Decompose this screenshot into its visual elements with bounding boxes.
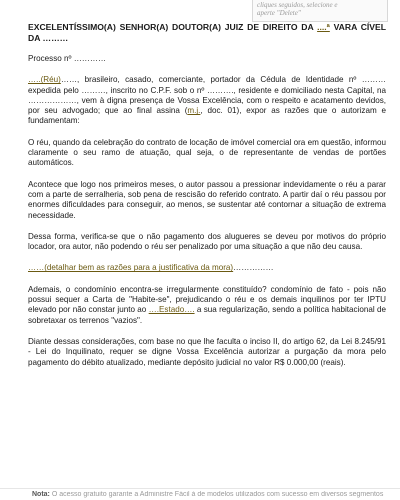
title-vara-placeholder[interactable]: ....ª [317,22,330,32]
processo-number: Processo nº ………… [28,54,107,63]
reu-placeholder[interactable]: …..(Réu) [28,75,61,85]
detail-dots: …………… [233,263,274,273]
paragraph-qualification [28,75,386,126]
title-suffix: VARA CÍVEL DA ……… [28,22,387,43]
document-body [28,22,386,379]
detail-placeholder[interactable]: ……(detalhar bem as razões para a justificativa da mora) [28,263,234,273]
help-note [252,0,388,22]
mj-placeholder[interactable]: m.j. [187,106,201,116]
help-note-line1: cliques seguidos, selecione e [257,1,338,9]
footer-note [32,491,400,498]
footer-label: Nota: [32,491,50,498]
p6-end: a sua regularização, sendo a política habitacional de sobretaxar os terrenos "vazios". [28,305,386,325]
title-prefix: EXCELENTÍSSIMO(A) SENHOR(A) DOUTOR(A) JUIZ DE DIREITO DA [28,22,318,32]
footer-text: O acesso gratuito garante a Administre Fácil à de modelos utilizados com sucesso em diversos segmentos [49,491,384,498]
paragraph-pressure: Acontece que logo nos primeiros meses, o autor passou a pressionar indevidamente o réu a parar com a parte de serralheria, sob pena de rescisão do referido contrato. A partir daí o réu passou por enormes dificuldades para conseguir, ao menos, se sustentar até contornar a situação de extrema necessidade. [28,179,386,220]
document-title [28,22,386,44]
p1-mid: ……, brasileiro, casado, comerciante, portador da Cédula de Identidade nº ……… expedida pelo ………, inscrito no C.P.F. sob o nº ………., residente e domiciliado nesta Capital, na ………………, vem à digna presença de Vossa Excelência, com o respeito e acatamento devidos, por seu advogado; que ao final assina ( [28,75,386,116]
paragraph-condominium [28,285,386,326]
paragraph-detail [28,263,386,273]
help-note-line2: aperte "Delete" [257,9,301,17]
footer-divider [0,488,400,489]
p6-start: Ademais, o condomínio encontra-se irregularmente constituído? condomínio de fato - pois não possui sequer a Carta de "Habite-se", prejudicando o réu e os demais inquilinos por ter IPTU elevado por não constar junto ao [28,284,386,315]
paragraph-request: Diante dessas considerações, com base no que lhe faculta o inciso II, do artigo 62, da Lei 8.245/91 - Lei do Inquilinato, requer se digne Vossa Excelência autorizar a purgação da mora pelo pagamento do débito atualizado, mediante depósito judicial no valor R$ 0.000,00 (reais). [28,336,386,367]
p1-end: , doc. 01), expor as razões que o autorizam e fundamentam: [28,106,386,126]
estado-placeholder[interactable]: ….Estado…. [148,305,195,315]
paragraph-non-payment: Dessa forma, verifica-se que o não pagamento dos alugueres se deveu por motivos do próprio locador, ora autor, não podendo o réu ser penalizado por uma situação a que não deu causa. [28,231,386,252]
paragraph-contract: O réu, quando da celebração do contrato de locação de imóvel comercial ora em questão, informou claramente o seu ramo de atuação, qual seja, o de representante de vendas de portões automáticos. [28,137,386,168]
